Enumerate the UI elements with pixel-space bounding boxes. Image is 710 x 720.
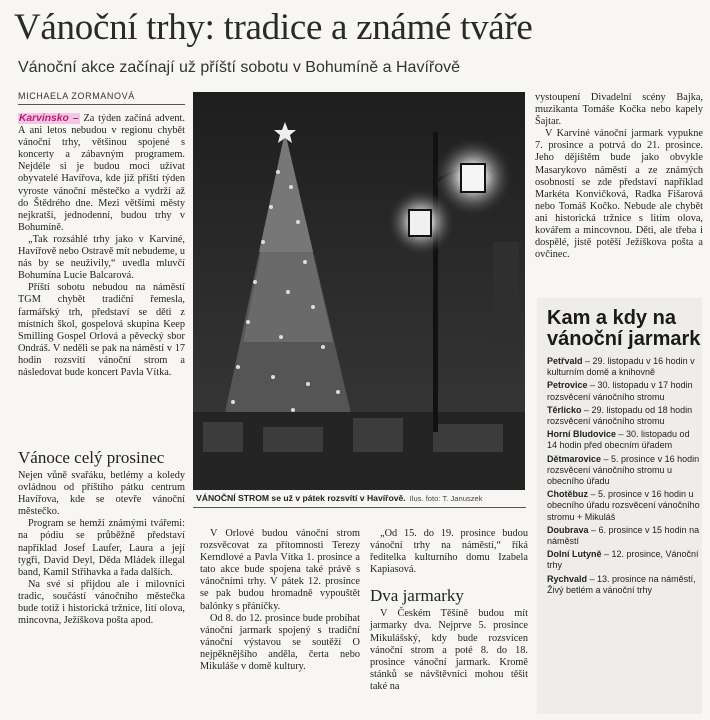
list-item [547, 429, 700, 451]
list-item-text: – 12. prosince, Vánoční trhy [547, 549, 699, 571]
list-item-text: – 29. listopadu od 18 hodin rozsvěcení vánočního stromu [547, 404, 693, 427]
list-item-text: – 13. prosince na náměstí, Živý betlém a vánoční trhy [547, 573, 696, 595]
paragraph: vystoupení Divadelní scény Bajka, muzikanta Tomáše Kočka nebo kapely Šajtar. [535, 92, 703, 128]
list-item-text: – 5. prosince v 16 hodin u obecního úřadu rozsvěcení vánočního stromu + Mikuláš [547, 489, 700, 522]
list-item-text: – 29. listopadu v 16 hodin v kulturním domě a knihovně [547, 356, 695, 378]
list-item-place: Doubrava [547, 524, 589, 535]
list-item-place: Horní Bludovice [547, 429, 617, 440]
paragraph: V Orlové budou vánoční strom rozsvěcovat za přítomnosti Terezy Kerndlové a Pavla Vítka 1. prosince a tato akce bude spojena také právě s vánočními trhy. V pátek 12. prosince se pak budou hromadně vypouštět balónky s přáníčky. [200, 528, 360, 612]
paragraph: „Tak rozsáhlé trhy jako v Karviné, Havířově nebo Ostravě mít nebudeme, u nás by se neuživily,“ uvedla mluvčí Bohumína Lucie Balcarová. [18, 233, 185, 282]
caption-rule [193, 507, 526, 508]
article-column-1-lower [18, 440, 185, 627]
article-column-3 [370, 528, 528, 693]
list-item-place: Dolní Lutyně [547, 549, 602, 560]
photo-caption [196, 493, 526, 504]
list-item-place: Petrovice [547, 380, 588, 391]
paragraph: Od 8. do 12. prosince bude probíhat vánoční jarmark spojený s tradiční vánoční výstavou se soutěží O nejpěknějšího anděla, čerta nebo Mikuláše v domě kultury. [200, 612, 360, 673]
list-item-text: – 5. prosince v 16 hodin rozsvěcení vánočního stromu u obecního úřadu [547, 453, 700, 487]
paragraph: Nejen vůně svařáku, betlémy a koledy ovládnou od příštího pátku centrum Havířova, kde se otevře vánoční městečko. [18, 470, 185, 518]
paragraph: Na své si přijdou ale i milovníci tradic, součástí vánočního městečka bude totiž i historická tržnice, lití olova, mincovna, Ježíškova pošta apod. [18, 578, 185, 627]
subheadline: Vánoční akce začínají už příští sobotu v Bohumíně a Havířově [18, 59, 461, 76]
lead-paragraph [18, 113, 185, 234]
paragraph: Program se hemží známými tvářemi: na pódiu se průběžně představí například Josef Laufer, Laura a její tygři, David Deyl, Děda Mládek illegal band, Kamil Střihavka a řada dalších. [18, 518, 185, 578]
article-column-4 [535, 92, 703, 261]
list-item [547, 454, 700, 488]
dateline: Karvinsko – [19, 113, 79, 124]
list-item-text: – 30. listopadu v 17 hodin rozsvěcení vánočního stromu [547, 380, 693, 402]
list-item-text: – 30. listopadu od 14 hodin před obecním úřadem [547, 429, 690, 451]
sidebar-title: Kam a kdy na vánoční jarmark [547, 307, 701, 350]
christmas-tree-photo [193, 92, 525, 490]
list-item [547, 380, 700, 402]
sidebar-list [537, 350, 702, 596]
lead-text: Za týden začíná advent. A ani letos nebudou v regionu chybět vánoční trhy, většinou spojené s koncerty a zábavným programem. Nejdéle si je budou moci užívat obyvatelé Havířova, kde již příští týden vyroste vánoční městečko a vydrží až do Štědrého dne. Mezi většími městy nejkratší, jednodenní, budou trhy v Bohumíně. [18, 113, 185, 233]
list-item [547, 525, 700, 547]
article-column-1 [18, 113, 185, 379]
list-item-place: Chotěbuz [547, 489, 588, 500]
caption-text: VÁNOČNÍ STROM se už v pátek rozsvítí v Havířově. [196, 493, 406, 503]
paragraph: V Karviné vánoční jarmark vypukne 7. prosince a potrvá do 21. prosince. Jeho dějištěm bude jako obvykle Masarykovo náměstí a ze známých osobností se zde představí například Markéta Konvičková, Radka Fišarová nebo Tomáš Kočko. Nebude ale chybět ani historická tržnice s litím olova, kovářem a mincovnou. Děti, ale třeba i dospělé, jistě potěší Ježíškova pošta a ovčinec. [535, 128, 703, 261]
sidebar-box [537, 298, 702, 714]
list-item [547, 405, 700, 427]
list-item-place: Dětmarovice [547, 453, 602, 464]
headline: Vánoční trhy: tradice a známé tváře [14, 7, 533, 48]
list-item [547, 356, 700, 378]
list-item [547, 549, 700, 571]
list-item-place: Rychvald [547, 573, 588, 584]
list-item [547, 489, 700, 523]
list-item-place: Těrlicko [547, 404, 582, 415]
author-byline: MICHAELA ZORMANOVÁ [18, 91, 135, 101]
photo-credit: Ilus. foto: T. Januszek [409, 494, 483, 503]
paragraph: „Od 15. do 19. prosince budou vánoční trhy na náměstí,“ říká ředitelka kulturního domu Izabela Kapiasová. [370, 528, 528, 576]
list-item-place: Petřvald [547, 356, 583, 366]
section-subhead: Dva jarmarky [370, 586, 464, 606]
section-subhead: Vánoce celý prosinec [18, 448, 165, 467]
paragraph: V Českém Těšíně budou mít jarmarky dva. Nejprve 5. prosince Mikulášský, kdy bude rozsvícen vánoční strom a poté 8. do 18. prosince vánoční jarmark. Kromě stánků se návštěvníci mohou těšit také na [370, 608, 528, 692]
list-item-text: – 6. prosince v 15 hodin na náměstí [547, 524, 700, 547]
byline-rule [18, 104, 185, 105]
christmas-tree-image [193, 92, 525, 490]
list-item [547, 574, 700, 596]
article-column-2 [200, 528, 360, 673]
paragraph: Příští sobotu nebudou na náměstí TGM chybět tradiční řemesla, farmářský trh, představí se děti z místních škol, gospelová skupina Keep Smilling Gospel Orlová a pěvecký sbor Ondráš. V neděli se pak na náměstí v 17 hodin rozsvítí vánoční strom a následovat bude koncert Pavla Vítka. [18, 282, 185, 378]
